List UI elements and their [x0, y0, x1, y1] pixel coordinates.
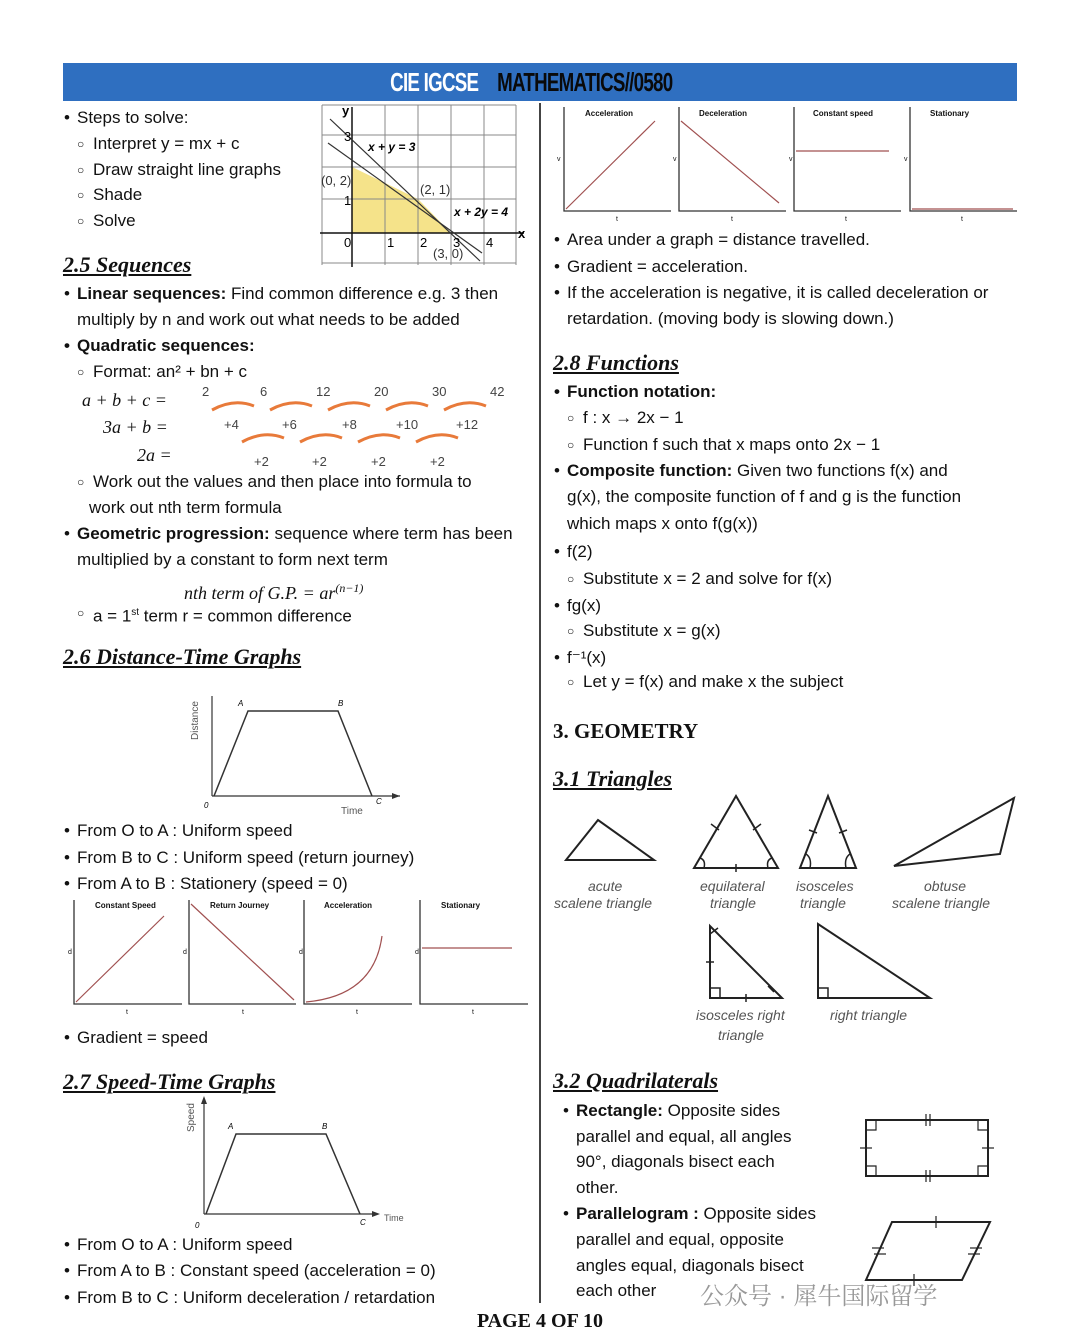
- x-axis-label: x: [518, 226, 526, 241]
- speed-bullet: • Gradient = acceleration.: [567, 254, 748, 280]
- mini-x: t: [731, 216, 733, 223]
- rect-text: Opposite sides: [662, 1101, 781, 1120]
- steps-title: • Steps to solve:: [77, 105, 189, 131]
- mini-x: t: [242, 1009, 244, 1016]
- seq-term: 30: [432, 384, 447, 399]
- return-journey-line: [191, 904, 294, 1000]
- mini-y: d: [183, 949, 187, 956]
- x-label: Time: [341, 806, 363, 817]
- acceleration-curve: [306, 936, 382, 1002]
- acceleration-line: [566, 121, 655, 209]
- triangle-label: triangle: [718, 1027, 764, 1043]
- work-out-2: work out nth term formula: [89, 498, 282, 517]
- mini-y: v: [904, 156, 908, 163]
- fn-1: ○ f : x → 2x − 1: [583, 405, 684, 431]
- geo-text-2: multiplied by a constant to form next term: [77, 550, 388, 569]
- page-number: PAGE 4 OF 10: [476, 1310, 604, 1332]
- finv-sub: ○ Let y = f(x) and make x the subject: [583, 669, 843, 695]
- dt-bullet: • From A to B : Stationery (speed = 0): [77, 871, 348, 897]
- rect-line: parallel and equal, all angles: [576, 1127, 792, 1146]
- arrow: [386, 403, 428, 410]
- y-axis-label: y: [342, 103, 350, 118]
- section-3-2-title: 3.2 Quadrilaterals: [553, 1068, 719, 1093]
- second-difference: +2: [430, 454, 445, 469]
- fg: • fg(x): [567, 593, 601, 619]
- point-label: (0, 2): [321, 173, 352, 188]
- document-header: [63, 63, 1017, 101]
- rect-bold: Rectangle:: [576, 1101, 663, 1120]
- quadratic-format: ○ Format: an² + bn + c: [93, 359, 247, 385]
- first-difference: +8: [342, 417, 357, 432]
- rect-line: 90°, diagonals bisect each: [576, 1152, 775, 1171]
- point-label: (2, 1): [420, 182, 451, 197]
- second-difference: +2: [254, 454, 269, 469]
- gp-definitions: [93, 600, 352, 630]
- function-notation: • Function notation:: [567, 379, 716, 405]
- rect-line: other.: [576, 1178, 619, 1197]
- gradient-speed: • Gradient = speed: [77, 1025, 208, 1051]
- mini-title: Acceleration: [585, 109, 634, 118]
- first-difference: +10: [396, 417, 419, 432]
- comp-bold: Composite function:: [567, 461, 733, 480]
- arrow: [212, 403, 254, 410]
- point-c: C: [360, 1218, 366, 1227]
- gp-formula-base: nth term of G.P. = ar: [184, 583, 336, 603]
- triangle-label: isosceles right: [696, 1007, 785, 1023]
- mini-y: d: [299, 949, 303, 956]
- point-a: A: [228, 1122, 234, 1131]
- line1-label: x + y = 3: [368, 140, 416, 154]
- header-course: CIE IGCSE: [390, 66, 479, 97]
- mini-y: v: [557, 156, 561, 163]
- equilateral-triangle: [694, 796, 778, 868]
- point-c: C: [376, 797, 382, 806]
- triangle-label: scalene triangle: [554, 895, 653, 911]
- mini-title: Stationary: [930, 109, 970, 118]
- composite-function: [567, 458, 948, 484]
- point-a: A: [238, 699, 244, 708]
- isosceles-right-triangle: [710, 926, 782, 998]
- section-2-5-title: 2.5 Sequences: [63, 252, 192, 277]
- geo-bold: Geometric progression:: [77, 524, 270, 543]
- parallelogram-figure: [862, 1212, 996, 1286]
- seq-term: 12: [316, 384, 331, 399]
- mini-title: Constant speed: [813, 109, 874, 118]
- y-label: Speed: [186, 1103, 197, 1132]
- inequality-graph: [320, 103, 530, 269]
- arrow: [300, 435, 342, 442]
- tick-x: 1: [387, 235, 395, 250]
- tick-y: 1: [344, 193, 352, 208]
- section-2-7-title: 2.7 Speed-Time Graphs: [63, 1069, 276, 1094]
- arrow: [358, 435, 400, 442]
- linear-text: Find common difference e.g. 3 then: [226, 284, 499, 303]
- point-b: B: [338, 699, 344, 708]
- ar-a: a = 1: [93, 606, 132, 626]
- mini-y: v: [673, 156, 677, 163]
- comp-2: g(x), the composite function of f and g is the function: [567, 487, 962, 506]
- rectangle-figure: [858, 1110, 998, 1182]
- step-item: ○ Interpret y = mx + c: [93, 131, 239, 157]
- trapezoid-path: [206, 1134, 360, 1214]
- tick-x: 3: [453, 235, 461, 250]
- seq-term: 2: [202, 384, 210, 399]
- x-label: Time: [384, 1213, 404, 1223]
- mini-x: t: [616, 216, 618, 223]
- watermark: 公众号 · 犀牛国际留学: [700, 1283, 938, 1310]
- column-divider: [539, 103, 541, 1303]
- deceleration-line: [681, 121, 779, 203]
- mini-x: t: [845, 216, 847, 223]
- speed-time-mini-graphs: [553, 103, 1021, 225]
- arrow: [270, 403, 312, 410]
- comp-text: Given two functions f(x) and: [732, 461, 948, 480]
- work-out-1: ○ Work out the values and then place into formula to: [93, 469, 472, 495]
- origin: 0: [195, 1221, 200, 1230]
- mini-title: Constant Speed: [95, 901, 156, 910]
- quadratic-sequences: • Quadratic sequences:: [77, 333, 255, 359]
- arrow: [328, 403, 370, 410]
- mini-x: t: [472, 1009, 474, 1016]
- section-3-1-title: 3.1 Triangles: [553, 766, 672, 791]
- step-item: ○ Solve: [93, 208, 136, 234]
- mini-y: v: [789, 156, 793, 163]
- arrow: [416, 435, 458, 442]
- step-item: ○ Shade: [93, 182, 142, 208]
- ar-st: st: [131, 607, 140, 618]
- mini-y: d: [68, 949, 72, 956]
- para-text: Opposite sides: [698, 1204, 817, 1223]
- section-2-8-title: 2.8 Functions: [553, 350, 679, 375]
- arrow: [444, 403, 486, 410]
- first-difference: +6: [282, 417, 297, 432]
- step-item: ○ Draw straight line graphs: [93, 157, 281, 183]
- point-b: B: [322, 1122, 328, 1131]
- first-difference: +4: [224, 417, 239, 432]
- triangle-label: triangle: [710, 895, 756, 911]
- triangle-label: isosceles: [796, 878, 854, 894]
- eq2: 3a + b =: [103, 417, 168, 437]
- finv: • f⁻¹(x): [567, 645, 606, 671]
- para-bold: Parallelogram :: [576, 1204, 699, 1223]
- second-difference: +2: [312, 454, 327, 469]
- mini-x: t: [356, 1009, 358, 1016]
- para-line: parallel and equal, opposite: [576, 1230, 784, 1249]
- fn-2: ○ Function f such that x maps onto 2x − 1: [583, 432, 880, 458]
- eq1: a + b + c =: [82, 390, 167, 410]
- first-difference: +12: [456, 417, 479, 432]
- linear-bold: Linear sequences:: [77, 284, 227, 303]
- seq-term: 42: [490, 384, 505, 399]
- point-label: (3, 0): [433, 246, 464, 261]
- seq-term: 6: [260, 384, 268, 399]
- triangle-label: right triangle: [830, 1007, 908, 1023]
- shaded-region: [352, 167, 451, 233]
- dt-bullet: • From O to A : Uniform speed: [77, 818, 292, 844]
- acute-triangle: [566, 820, 654, 860]
- tick-x: 0: [344, 235, 352, 250]
- rectangle-def: [576, 1098, 780, 1124]
- gp-formula-exp: (n−1): [335, 581, 364, 595]
- tick-x: 4: [486, 235, 494, 250]
- trapezoid-path: [214, 711, 372, 796]
- ar-rest: term r = common difference: [139, 606, 352, 626]
- st-bullet: • From B to C : Uniform deceleration / retardation: [77, 1285, 435, 1311]
- y-label: Distance: [190, 701, 201, 740]
- mini-title: Deceleration: [699, 109, 748, 118]
- distance-time-mini-graphs: [64, 896, 532, 1020]
- eq3: 2a =: [137, 445, 172, 465]
- f2: • f(2): [567, 539, 593, 565]
- section-2-6-title: 2.6 Distance-Time Graphs: [63, 644, 302, 669]
- linear-text-2: multiply by n and work out what needs to be added: [77, 310, 460, 329]
- triangle-label: scalene triangle: [892, 895, 991, 911]
- origin: 0: [204, 801, 209, 810]
- linear-sequences: [77, 281, 498, 307]
- dt-bullet: • From B to C : Uniform speed (return journey): [77, 845, 414, 871]
- triangle-label: equilateral: [700, 878, 765, 894]
- line2-label: x + 2y = 4: [454, 205, 509, 219]
- speed-bullet-cont: retardation. (moving body is slowing down.): [567, 309, 894, 328]
- tick-y: 3: [344, 129, 352, 144]
- para-line: each other: [576, 1281, 657, 1300]
- triangle-label: obtuse: [924, 878, 967, 894]
- triangles-figure: [550, 792, 1022, 1048]
- geometry-title: 3. GEOMETRY: [553, 719, 699, 743]
- geo-text: sequence where term has been: [269, 524, 513, 543]
- f2-sub: ○ Substitute x = 2 and solve for f(x): [583, 566, 832, 592]
- parallelogram-def: [576, 1201, 816, 1227]
- para-line: angles equal, diagonals bisect: [576, 1256, 804, 1275]
- st-bullet: • From O to A : Uniform speed: [77, 1232, 292, 1258]
- second-difference: +2: [371, 454, 386, 469]
- speed-bullet: • If the acceleration is negative, it is called deceleration or: [567, 280, 988, 306]
- difference-table: [190, 380, 520, 472]
- mini-title: Return Journey: [210, 901, 270, 910]
- st-bullet: • From A to B : Constant speed (acceleration = 0): [77, 1258, 436, 1284]
- mini-x: t: [126, 1009, 128, 1016]
- tick-x: 2: [420, 235, 428, 250]
- speed-bullet: • Area under a graph = distance travelled.: [567, 227, 870, 253]
- mini-title: Stationary: [441, 901, 481, 910]
- geometric-progression: [77, 521, 513, 547]
- constant-speed-line: [76, 916, 164, 1002]
- obtuse-triangle: [894, 798, 1014, 866]
- fg-sub: ○ Substitute x = g(x): [583, 618, 720, 644]
- comp-3: which maps x onto f(g(x)): [567, 514, 758, 533]
- distance-time-graph: [186, 690, 406, 820]
- mini-title: Acceleration: [324, 901, 373, 910]
- mini-x: t: [961, 216, 963, 223]
- right-triangle: [818, 924, 930, 998]
- arrow: [242, 435, 284, 442]
- mini-y: d: [415, 949, 419, 956]
- header-subject: MATHEMATICS//0580: [497, 66, 673, 97]
- seq-term: 20: [374, 384, 389, 399]
- speed-time-graph: [180, 1096, 410, 1232]
- triangle-label: acute: [588, 878, 623, 894]
- triangle-label: triangle: [800, 895, 846, 911]
